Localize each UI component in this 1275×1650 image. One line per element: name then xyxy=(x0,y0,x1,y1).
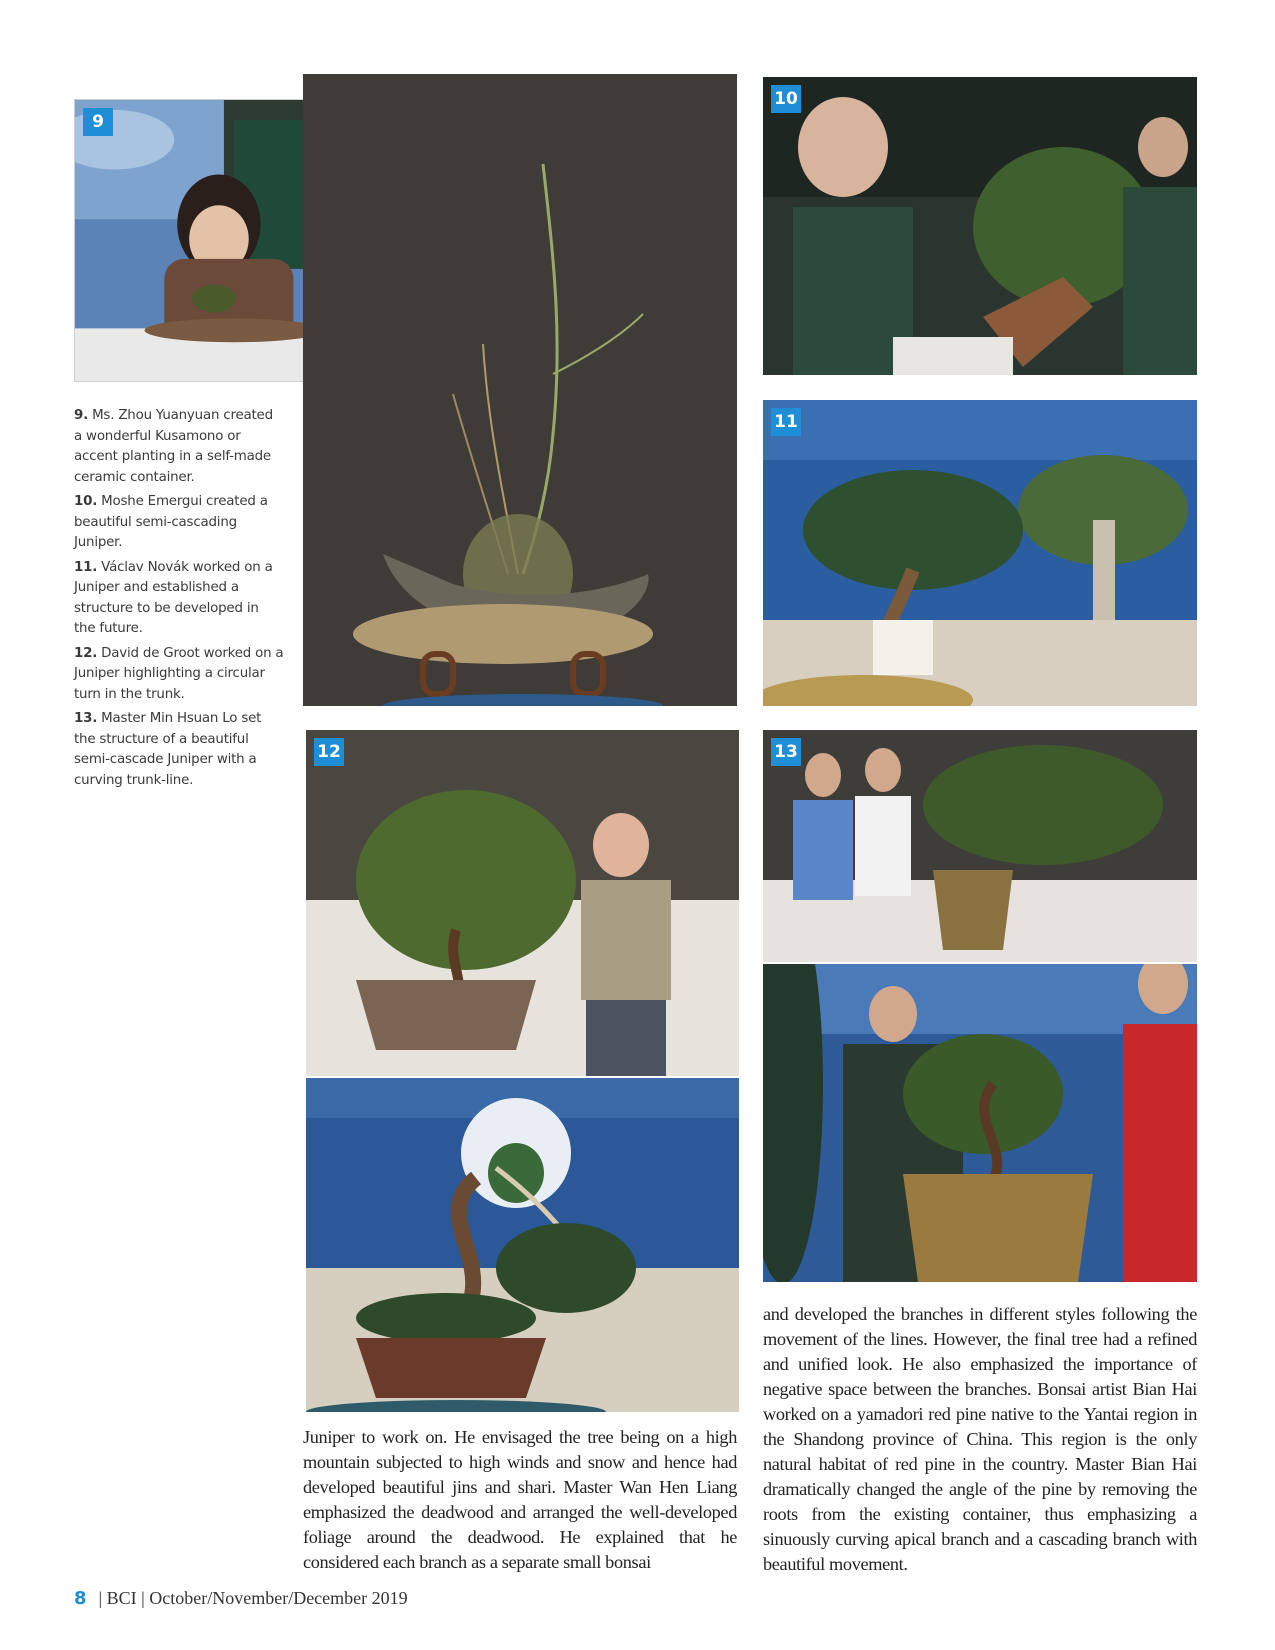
photo-semi-cascade-structure xyxy=(763,730,1197,962)
body-text-left-column: Juniper to work on. He envisaged the tree being on a high mountain subjected to high winds and snow and hence had developed beautiful jins and shari. Master Wan Hen Liang emphasized the deadwood and arranged the well-developed foliage around the deadwood. He explained that he considered each branch as a separate small bonsai xyxy=(303,1427,737,1572)
page-number: 8 xyxy=(74,1588,87,1609)
figure-number-badge: 11 xyxy=(771,408,801,436)
figure-number-badge: 9 xyxy=(83,108,113,136)
caption-11: 11. Václav Novák worked on a Juniper and established a structure to be developed in the future. xyxy=(74,559,273,636)
photo-juniper-circular-turn xyxy=(306,730,739,1076)
caption-10: 10. Moshe Emergui created a beautiful semi-cascading Juniper. xyxy=(74,494,268,550)
caption-12: 12. David de Groot worked on a Juniper highlighting a circular turn in the trunk. xyxy=(74,645,284,702)
photo-kusamono-planting xyxy=(303,74,737,706)
figure-number-badge: 13 xyxy=(771,738,801,766)
photo-juniper-structure xyxy=(763,400,1197,706)
body-text-right-column: and developed the branches in different styles following the movement of the lines. However, the final tree had a refined and unified look. He also emphasized the importance of negative space between the branches. Bonsai artist Bian Hai worked on a yamadori red pine native to the Yantai region in the Shandong province of China. This region is the only natural habitat of red pine in the country. Master Bian Hai dramatically changed the angle of the pine by removing the roots from the existing container, thus emphasizing a sinuously curving apical branch and a cascading branch with beautiful movement. xyxy=(763,1304,1197,1574)
photo-red-pine-yamadori xyxy=(763,964,1197,1282)
figure-number-badge: 10 xyxy=(771,85,801,113)
figure-captions xyxy=(74,406,284,795)
publication-info: | BCI | October/November/December 2019 xyxy=(98,1588,408,1608)
caption-9: 9. Ms. Zhou Yuanyuan created a wonderful Kusamono or accent planting in a self-made ceramic container. xyxy=(74,408,273,485)
page-footer xyxy=(74,1588,408,1609)
figure-number-badge: 12 xyxy=(314,738,344,766)
caption-13: 13. Master Min Hsuan Lo set the structure of a beautiful semi-cascade Juniper with a curving trunk-line. xyxy=(74,711,262,788)
photo-juniper-deadwood xyxy=(306,1078,739,1412)
photo-semi-cascading-juniper xyxy=(763,77,1197,375)
